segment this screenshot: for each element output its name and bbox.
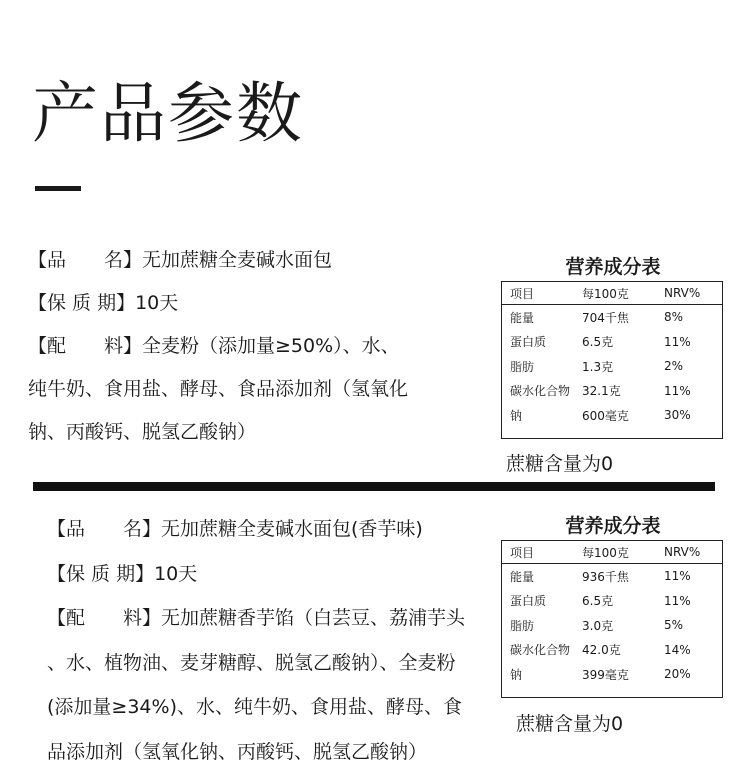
table-header-row [502, 282, 722, 305]
header-nrv: NRV% [664, 545, 701, 559]
product1-nutrition-table [501, 281, 723, 439]
nutrient-nrv: 11% [664, 569, 691, 584]
product2-nutrition-title: 营养成分表 [565, 515, 661, 537]
nutrient-name: 钠 [510, 408, 523, 423]
product1-shelf-life-line: 【保 质 期】10天 [28, 292, 179, 314]
nutrient-amount: 32.1克 [582, 384, 621, 399]
product2-specs [47, 514, 465, 781]
product1-ingredients-line: 纯牛奶、食用盐、酵母、食品添加剂（氢氧化 [28, 378, 409, 400]
nutrient-name: 蛋白质 [510, 335, 547, 350]
nutrient-name: 蛋白质 [510, 594, 547, 609]
nutrient-nrv: 8% [664, 310, 684, 325]
nutrient-name: 能量 [510, 569, 535, 584]
nutrient-name: 碳水化合物 [510, 384, 571, 399]
header-per100g: 每100克 [582, 545, 629, 560]
header-item: 项目 [510, 286, 535, 301]
nutrient-name: 脂肪 [510, 359, 535, 374]
nutrient-amount: 399毫克 [582, 667, 629, 682]
product1-ingredients-line: 钠、丙酸钙、脱氢乙酸钠） [28, 421, 257, 443]
nutrient-name: 能量 [510, 310, 535, 325]
nutrient-name: 脂肪 [510, 618, 535, 633]
product2-sugar-note: 蔗糖含量为0 [516, 713, 624, 735]
product1-sugar-note: 蔗糖含量为0 [506, 453, 614, 475]
product2-ingredients-line: 【配 料】无加蔗糖香芋馅（白芸豆、荔浦芋头 [47, 607, 466, 629]
title-underline [35, 186, 81, 191]
nutrient-amount: 42.0克 [582, 643, 621, 658]
table-row [502, 564, 722, 589]
table-row [502, 613, 722, 638]
nutrient-nrv: 11% [664, 593, 691, 608]
nutrient-nrv: 2% [664, 359, 684, 374]
product2-ingredients-line: 品添加剂（氢氧化钠、丙酸钙、脱氢乙酸钠） [47, 740, 428, 763]
header-nrv: NRV% [664, 286, 701, 300]
table-row [502, 354, 722, 379]
product1-specs [28, 245, 408, 460]
product1-name-line: 【品 名】无加蔗糖全麦碱水面包 [28, 249, 333, 271]
nutrient-name: 碳水化合物 [510, 643, 571, 658]
product2-nutrition-table [501, 540, 723, 698]
header-item: 项目 [510, 545, 535, 560]
table-row [502, 330, 722, 355]
nutrient-amount: 1.3克 [582, 359, 614, 374]
product2-ingredients-line: (添加量≥34%)、水、纯牛奶、食用盐、酵母、食 [47, 696, 462, 718]
table-row [502, 662, 722, 687]
page-title: 产品参数 [32, 75, 304, 152]
nutrient-name: 钠 [510, 667, 523, 682]
header-per100g: 每100克 [582, 286, 629, 301]
nutrient-amount: 936千焦 [582, 569, 629, 584]
nutrient-amount: 6.5克 [582, 594, 614, 609]
table-row [502, 589, 722, 614]
product1-nutrition-title: 营养成分表 [565, 256, 661, 278]
nutrient-nrv: 11% [664, 383, 691, 398]
nutrient-amount: 6.5克 [582, 335, 614, 350]
nutrient-nrv: 5% [664, 618, 684, 633]
product2-ingredients-line: 、水、植物油、麦芽糖醇、脱氢乙酸钠）、全麦粉 [47, 651, 456, 674]
product2-shelf-life-line: 【保 质 期】10天 [47, 562, 198, 585]
table-row [502, 403, 722, 428]
nutrient-nrv: 11% [664, 334, 691, 349]
nutrient-amount: 704千焦 [582, 310, 629, 325]
nutrient-nrv: 20% [664, 667, 691, 682]
table-row [502, 638, 722, 663]
table-header-row [502, 541, 722, 564]
nutrient-nrv: 14% [664, 642, 691, 657]
nutrient-amount: 600毫克 [582, 408, 629, 423]
table-row [502, 379, 722, 404]
table-row [502, 305, 722, 330]
section-divider [33, 482, 715, 491]
nutrient-nrv: 30% [664, 408, 691, 423]
nutrient-amount: 3.0克 [582, 618, 614, 633]
product2-name-line: 【品 名】无加蔗糖全麦碱水面包(香芋味) [47, 518, 423, 540]
product1-ingredients-line: 【配 料】全麦粉（添加量≥50%）、水、 [28, 335, 400, 357]
